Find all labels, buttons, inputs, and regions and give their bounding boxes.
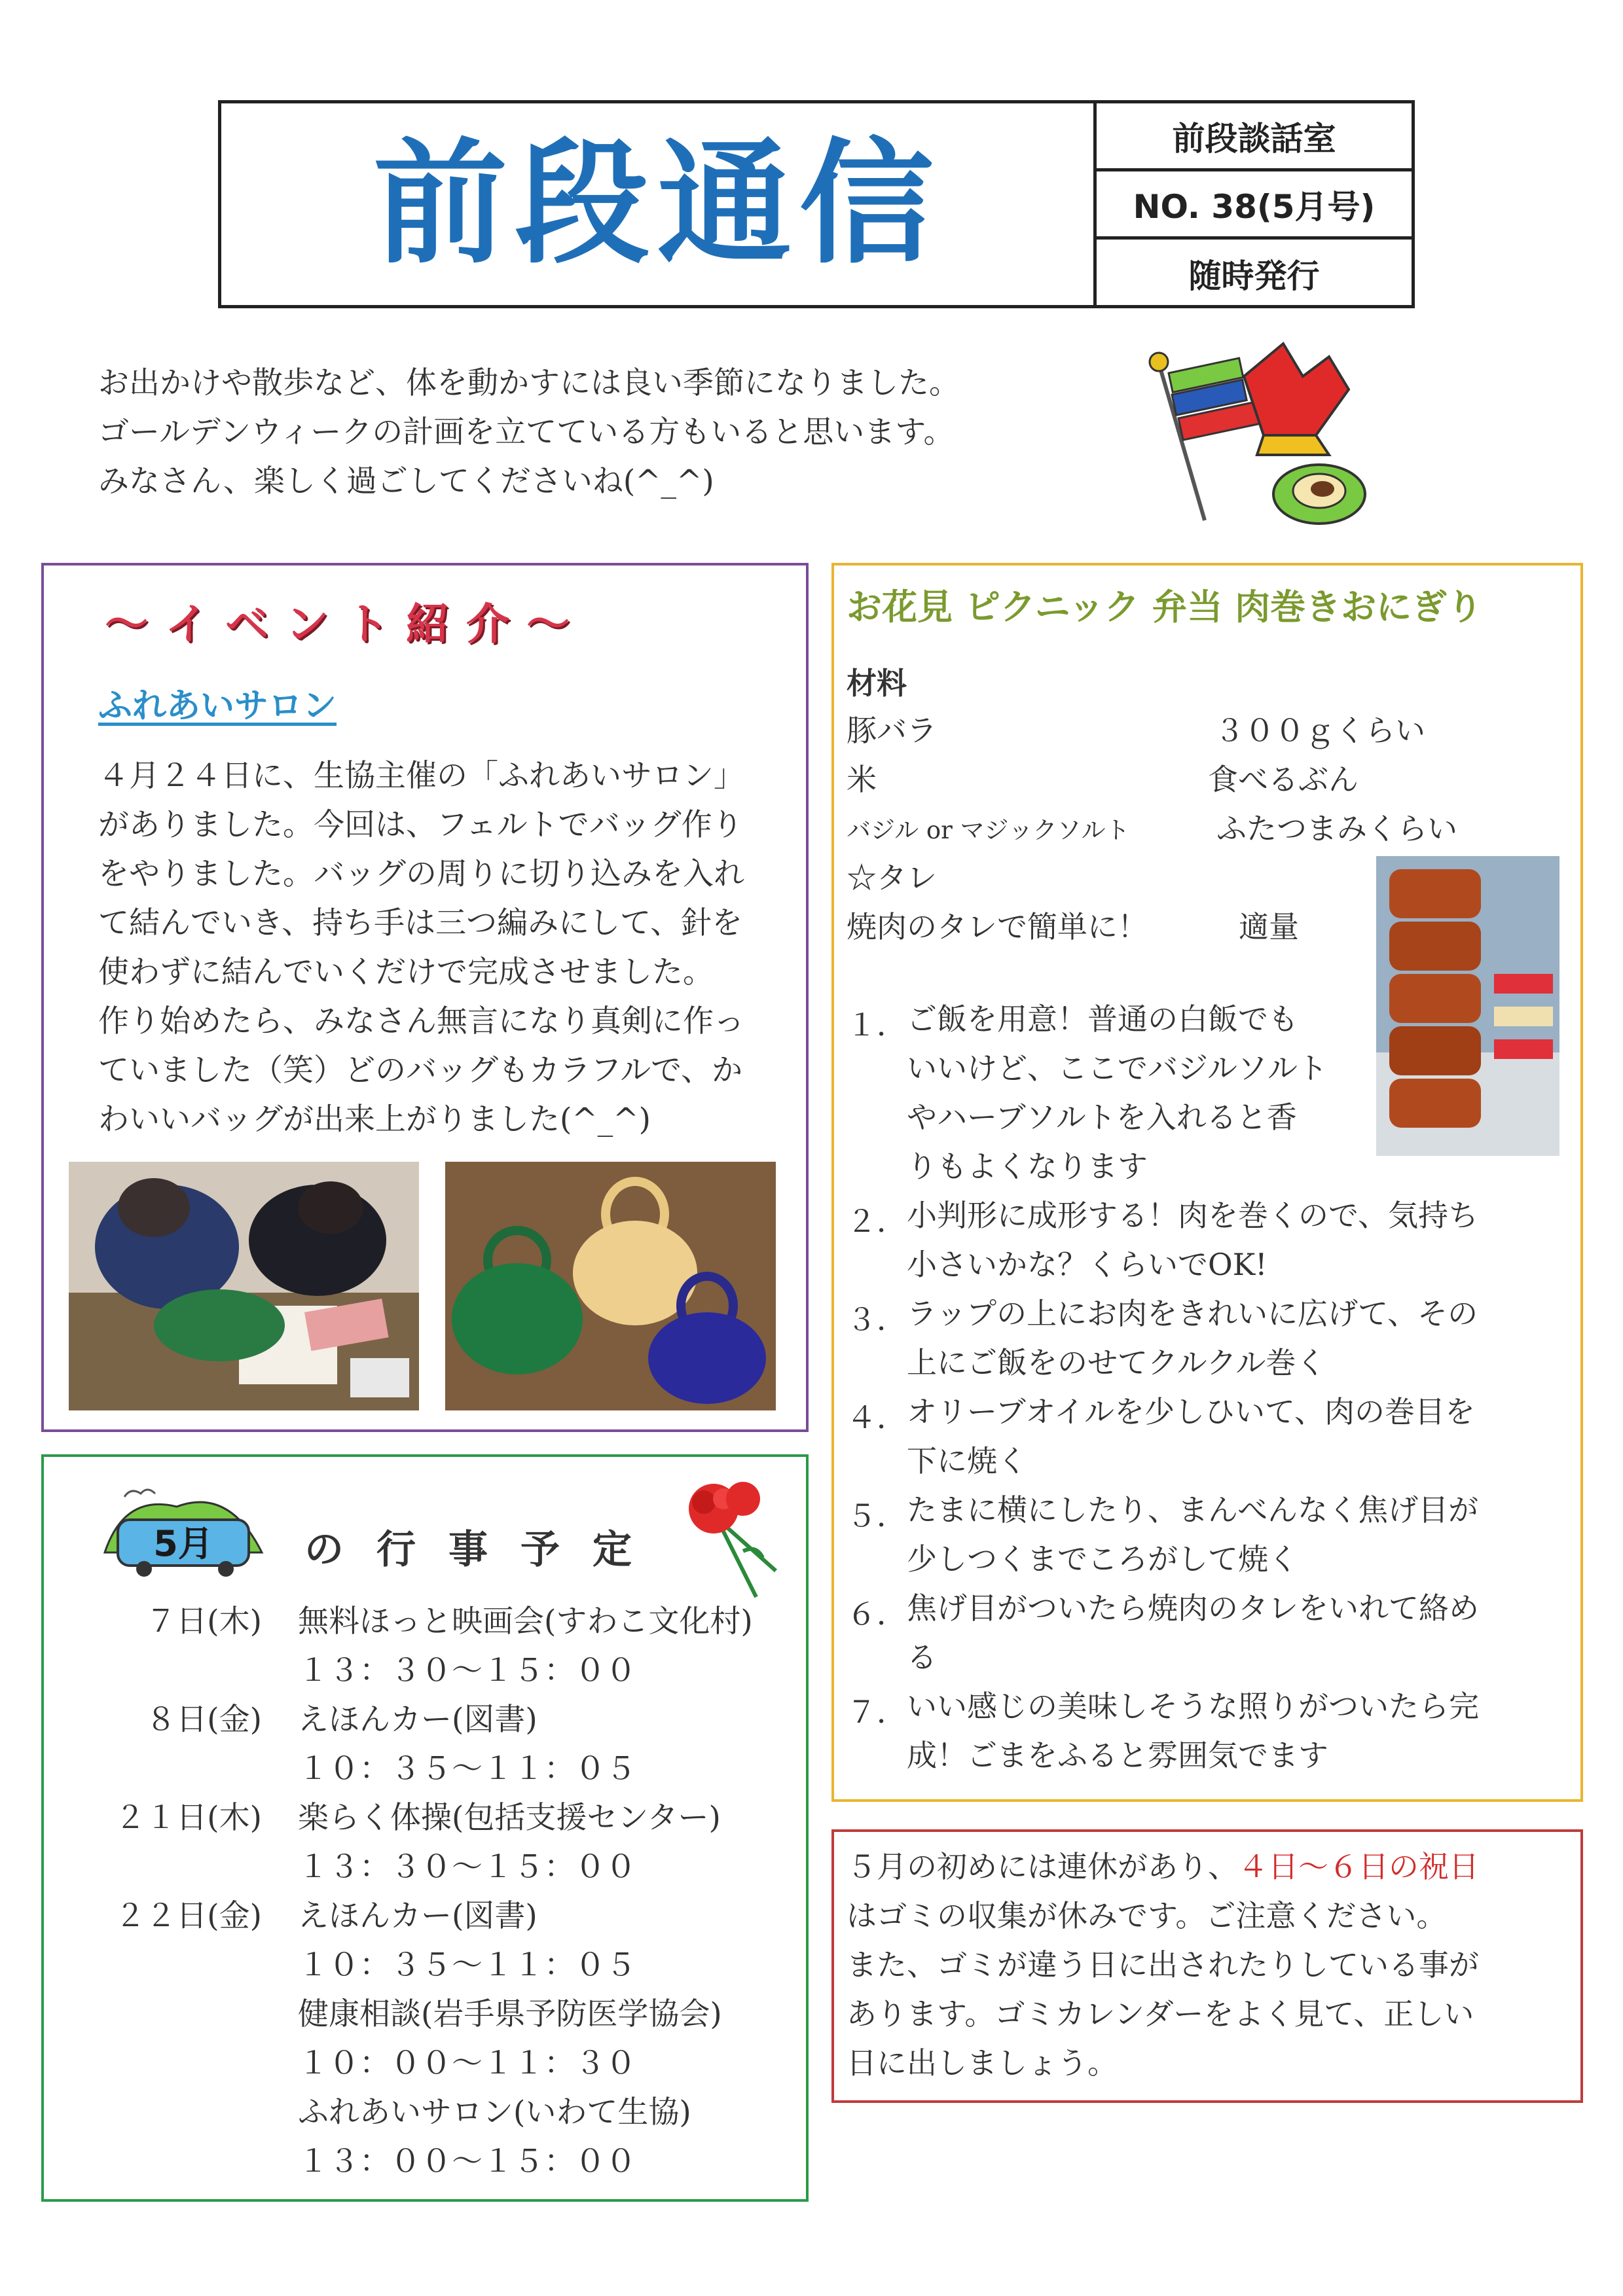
salon-line: ていました（笑）どのバッグもカラフルで、か [98,1052,743,1088]
schedule-text: 健康相談(岩手県予防医学協会) [298,1996,722,2032]
ingredient-name: 豚バラ [847,713,937,748]
notice-line [847,1842,1573,1892]
step-number: ５． [847,1498,907,1534]
salon-line: て結んでいき、持ち手は三つ編みにして、針を [98,905,743,941]
step-line: りもよくなります [907,1149,1148,1184]
intro-line: みなさん、楽しく過ごしてくださいね(^_^) [98,463,714,499]
schedule-text: ふれあいサロン(いわて生協) [298,2094,691,2130]
schedule-time: １０：００～１１：３０ [298,2045,636,2081]
step-line: 上にご飯をのせてクルクル巻く [907,1345,1326,1380]
step-text [907,1388,1475,1486]
schedule-text: えほんカー(図書) [298,1702,538,1738]
step-number: ４． [847,1400,907,1435]
notice-text [847,1842,1573,2088]
salon-line: 使わずに結んでいくだけで完成させました。 [98,954,714,990]
intro-line: ゴールデンウィークの計画を立てている方もいると思います。 [98,414,955,450]
schedule-time: １３：００～１５：００ [298,2144,636,2179]
step-text [907,1486,1478,1584]
step-line: オリーブオイルを少しひいて、肉の巻目を [907,1394,1476,1429]
notice-line: 日に出しましょう。 [847,2045,1118,2081]
holiday-highlight: ４日～６日の祝日 [1238,1849,1479,1884]
step-number: ７． [847,1695,907,1730]
salon-workshop-photo [69,1162,419,1410]
notice-line: あります。ゴミカレンダーをよく見て、正しい [847,1996,1474,2032]
salon-line: がありました。今回は、フェルトでバッグ作り [98,807,743,843]
schedule-heading: の行事予定 [304,1527,665,1573]
step-line: 少しつくまでころがして焼く [907,1541,1298,1577]
step-line: いいけど、ここでバジルソルト [907,1050,1328,1086]
ingredient-amount: 食べるぶん [1208,762,1359,797]
schedule-date: ８日(金) [145,1702,262,1738]
step-text [907,1191,1478,1289]
step-number: ２． [847,1204,907,1239]
event-heading: ～イベント紹介～ [105,599,587,649]
step-line: やハーブソルトを入れると香 [907,1100,1297,1135]
step-text [907,1584,1479,1682]
title-cell [221,103,1097,305]
schedule-time: １０：３５～１１：０５ [298,1751,636,1787]
schedule-time: １０：３５～１１：０５ [298,1947,636,1983]
step-line: たまに横にしたり、まんべんなく焦げ目が [907,1492,1479,1528]
ingredients-label: 材料 [847,666,907,701]
step-line: 成！ごまをふると雰囲気でます [907,1738,1328,1773]
schedule-date: ２２日(金) [115,1898,262,1934]
schedule-text: えほんカー(図書) [298,1898,538,1934]
step-text [907,995,1328,1191]
publication-frequency: 随時発行 [1188,257,1320,295]
step-text [907,1682,1479,1780]
salon-line: をやりました。バッグの周りに切り込みを入れ [98,856,744,892]
ingredient-name: 焼肉のタレで簡単に！ [847,909,1148,944]
salon-line: ４月２４日に、生協主催の「ふれあいサロン」 [98,758,744,794]
ingredient-name: バジル or マジックソルト [847,816,1130,844]
salon-report [98,751,792,1144]
step-line: ラップの上にお肉をきれいに広げて、その [907,1296,1478,1331]
issue-number: NO. 38(5月号) [1097,171,1412,240]
newsletter-title: 前段通信 [373,126,941,282]
nikumaki-onigiri-photo [1376,856,1559,1156]
ingredient-name: 米 [847,762,877,797]
notice-line: はゴミの収集が休みです。ご注意ください。 [847,1898,1447,1933]
org-name: 前段談話室 [1097,103,1412,171]
schedule-text: 無料ほっと映画会(すわこ文化村) [298,1604,753,1640]
koinobori-kabuto-illustration [1133,337,1375,533]
step-line: 小判形に成形する！肉を巻くので、気持ち [907,1198,1479,1233]
notice-line-start: ５月の初めには連休があり、 [847,1849,1238,1884]
ingredient-name: ☆タレ [847,860,937,895]
schedule-time: １３：３０～１５：００ [298,1653,636,1689]
ingredient-amount: 適量 [1239,909,1299,944]
step-number: ６． [847,1596,907,1632]
step-text [907,1289,1478,1388]
step-line: いい感じの美味しそうな照りがついたら完 [907,1689,1479,1724]
ingredient-amount: ３００ｇくらい [1214,713,1425,748]
may-bus-badge [98,1480,268,1579]
recipe-title: お花見 ピクニック 弁当 肉巻きおにぎり [847,586,1483,628]
step-number: ３． [847,1302,907,1337]
step-line: 下に焼く [907,1443,1027,1479]
schedule-date: ７日(木) [145,1604,262,1640]
ingredient-amount: ふたつまみくらい [1216,811,1457,846]
newsletter-header [218,100,1415,308]
schedule-text: 楽らく体操(包括支援センター) [298,1800,721,1836]
felt-bags-photo [445,1162,776,1410]
schedule-date: ２１日(木) [115,1800,262,1836]
salon-line: 作り始めたら、みなさん無言になり真剣に作っ [98,1003,744,1039]
step-number: １． [847,1007,907,1043]
notice-line: また、ゴミが違う日に出されたりしている事が [847,1947,1479,1982]
step-line: 焦げ目がついたら焼肉のタレをいれて絡め [907,1590,1479,1626]
step-line: 小さいかな？くらいでOK! [907,1247,1267,1282]
salon-line: わいいバッグが出来上がりました(^_^) [98,1102,651,1138]
salon-title: ふれあいサロン [98,687,337,726]
may-badge-text: 5月 [153,1523,213,1564]
schedule-time: １３：３０～１５：００ [298,1849,636,1885]
intro-line: お出かけや散歩など、体を動かすには良い季節になりました。 [98,365,960,401]
step-line: る [907,1640,937,1675]
intro-paragraph [98,359,1015,506]
carnation-icon [678,1473,789,1604]
step-line: ご飯を用意！普通の白飯でも [907,1001,1298,1037]
